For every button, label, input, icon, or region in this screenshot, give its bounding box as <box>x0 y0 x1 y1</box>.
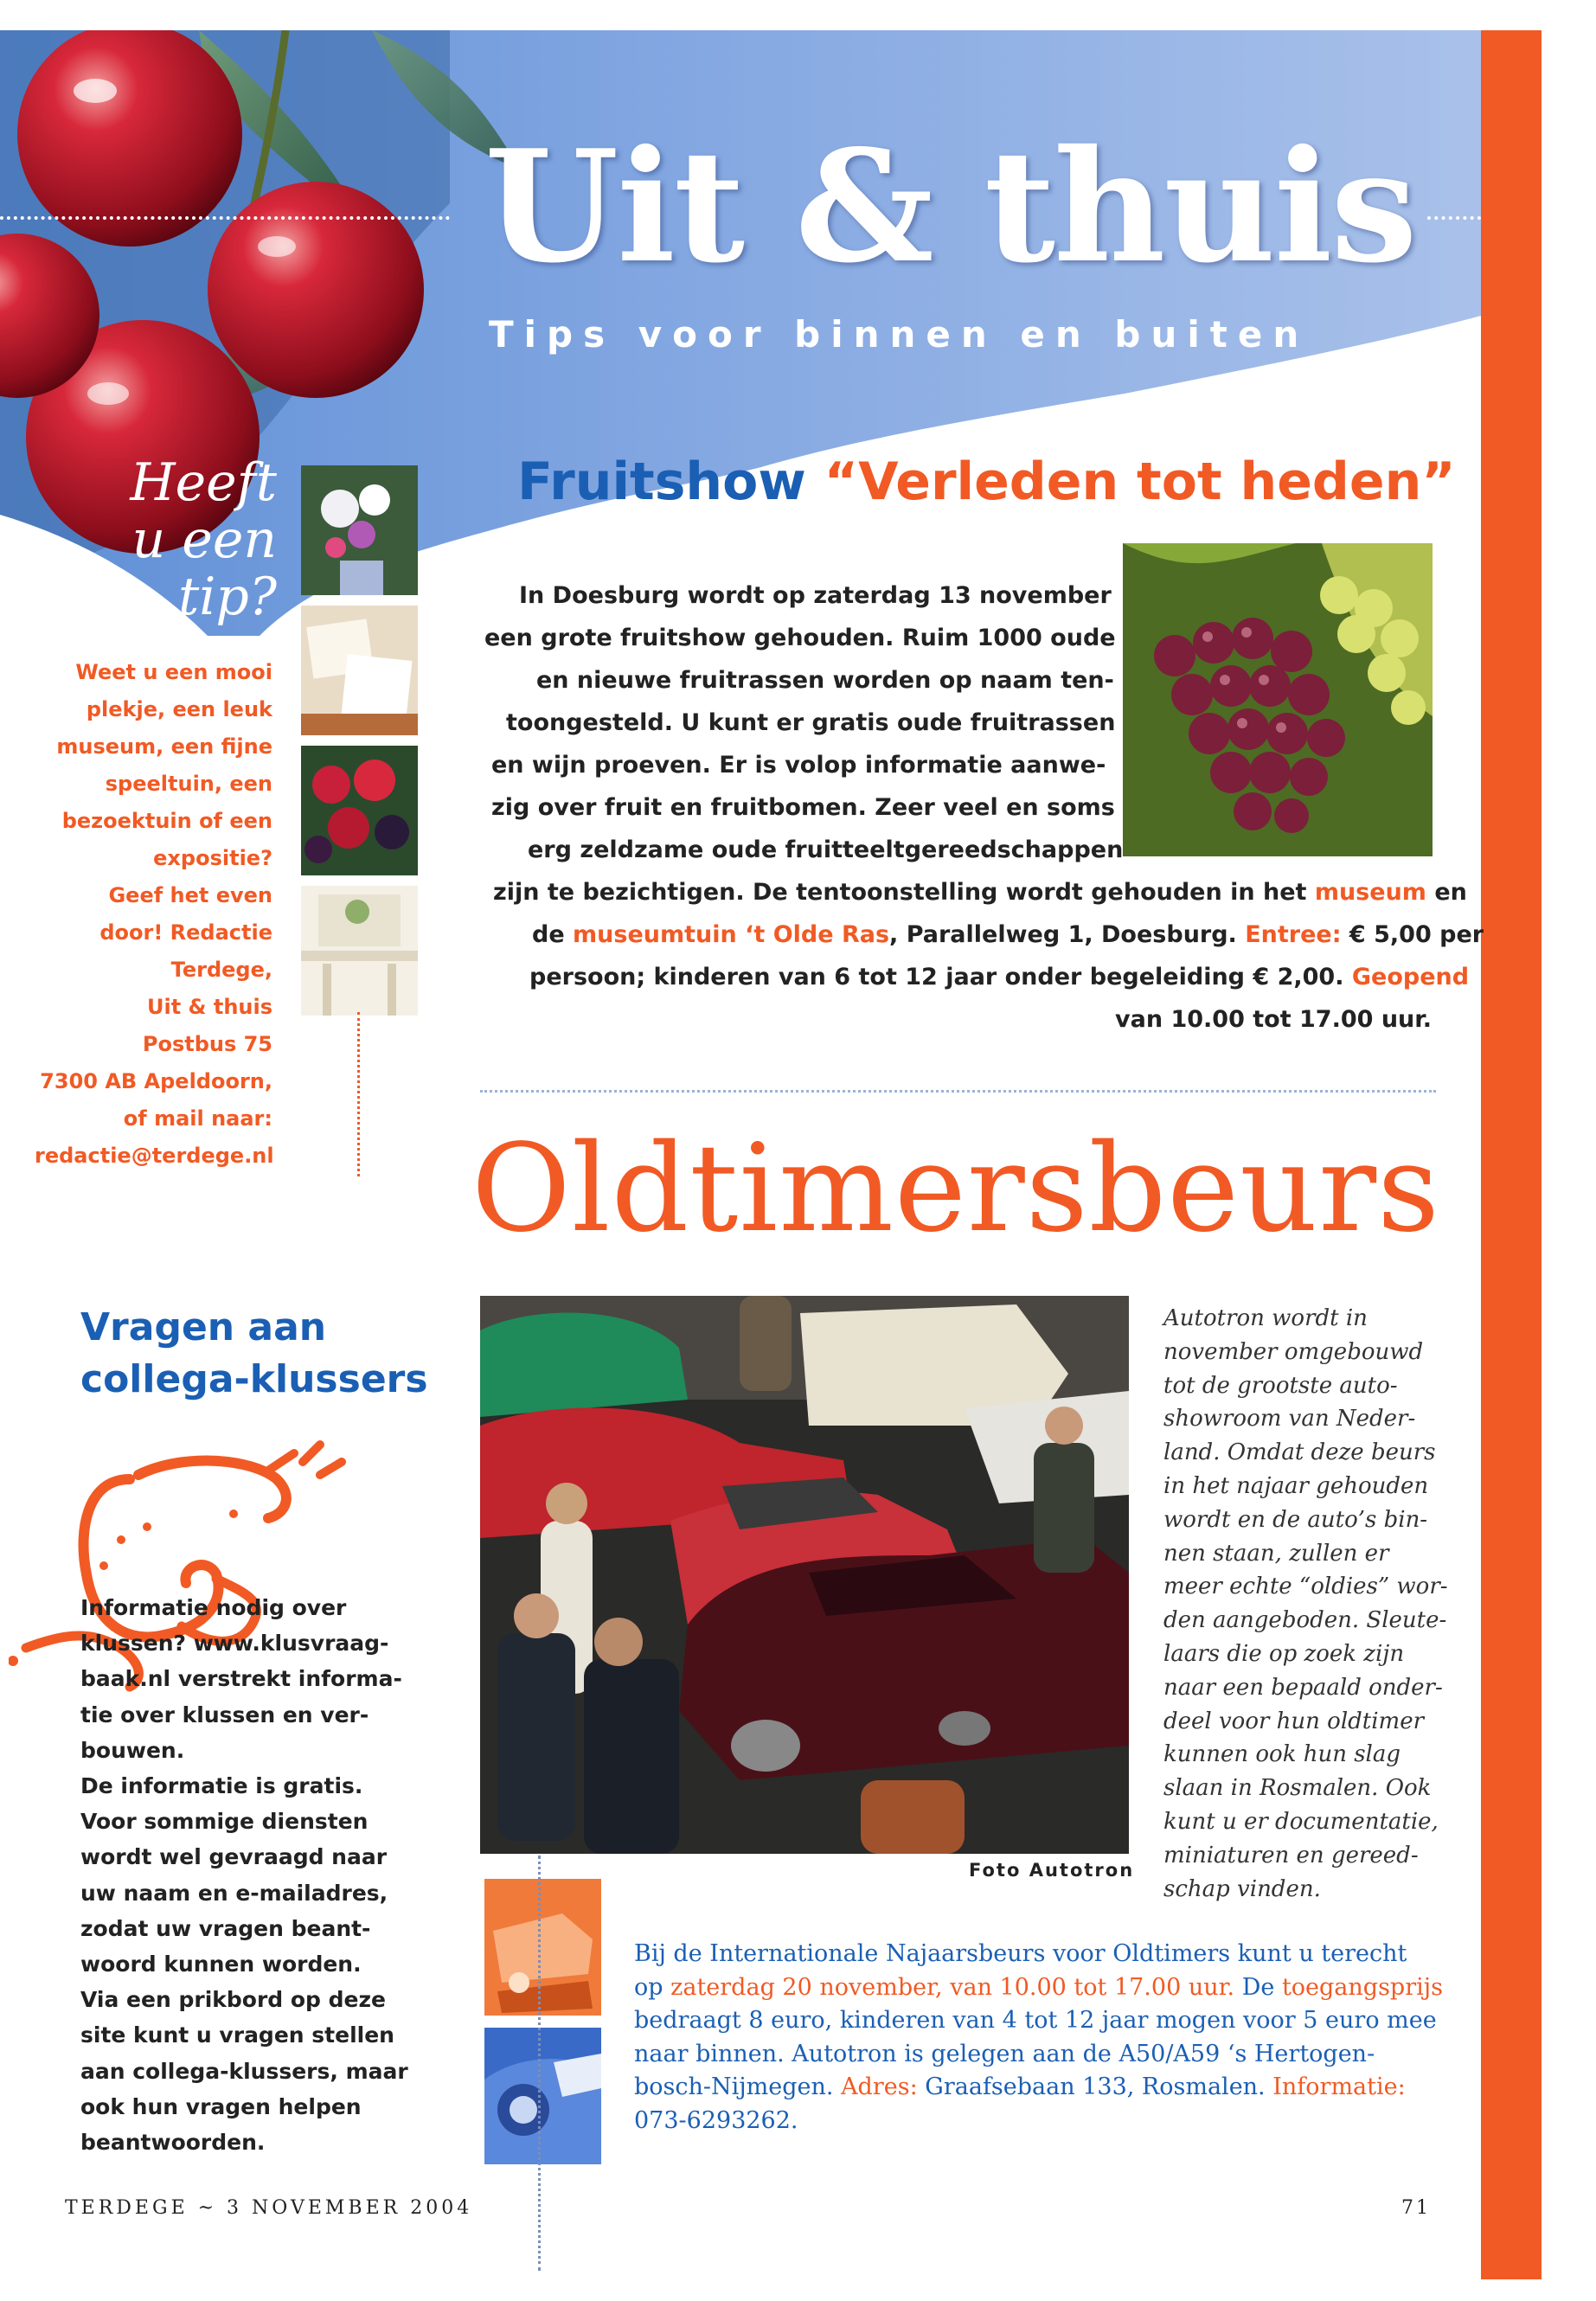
highlight: zaterdag 20 november, van 10.00 tot 17.00 uur. <box>670 1973 1235 2001</box>
orange-side-bar <box>1481 30 1542 2279</box>
info-line <box>634 1938 1439 1971</box>
text: een grote fruitshow gehouden. Ruim 1000 oude <box>484 625 1116 651</box>
side-line: Autotron wordt in <box>1163 1305 1368 1331</box>
page-title: Uit & thuis <box>484 116 1416 297</box>
footer-publication: TERDEGE ~ 3 NOVEMBER 2004 <box>65 2197 473 2219</box>
text: € 5,00 per <box>1341 921 1484 948</box>
text: zijn te bezichtigen. De tentoonstelling wordt gehouden in het <box>493 879 1315 906</box>
text: De <box>1234 1973 1282 2001</box>
vragen-body <box>80 1590 426 2160</box>
body-line: Voor sommige diensten <box>80 1809 369 1835</box>
photo-caption: Foto Autotron <box>969 1860 1135 1881</box>
berries-photo <box>301 746 418 875</box>
body-line: woord kunnen worden. <box>80 1952 362 1977</box>
side-line: land. Omdat deze beurs <box>1163 1439 1436 1466</box>
vragen-title <box>80 1302 444 1406</box>
body-line: Via een prikbord op deze <box>80 1987 387 2013</box>
article-line <box>519 574 1436 617</box>
text: Graafsebaan 133, Rosmalen. <box>917 2073 1273 2100</box>
body-line: wordt wel gevraagd naar <box>80 1844 388 1870</box>
vragen-title-line: collega-klussers <box>80 1357 428 1401</box>
info-line <box>634 1971 1443 2005</box>
side-line: kunnen ook hun slag <box>1163 1741 1401 1768</box>
highlight: Geopend <box>1351 964 1470 990</box>
text: van 10.00 tot 17.00 uur. <box>1115 1006 1432 1033</box>
side-line: tot de grootste auto- <box>1163 1372 1398 1399</box>
article-line <box>484 998 1436 1041</box>
tip-line: Terdege, <box>170 958 272 982</box>
tip-line: Weet u een mooi <box>75 660 272 684</box>
text: bedraagt 8 euro, kinderen van 4 tot 12 jaar mogen voor 5 euro mee <box>634 2007 1437 2034</box>
info-line <box>634 2004 1439 2038</box>
info-line <box>634 2105 1439 2138</box>
article-line <box>484 617 1436 659</box>
tip-dotted-divider <box>357 1012 360 1176</box>
vragen-title-line: Vragen aan <box>80 1305 327 1349</box>
oldtimers-dotted-divider <box>538 1856 541 2271</box>
oldtimers-info <box>634 1938 1443 2138</box>
highlight: toegangsprijs <box>1281 1973 1443 2001</box>
side-line: wordt en de auto’s bin- <box>1163 1506 1428 1533</box>
article-line <box>529 956 1470 998</box>
side-line: november omgebouwd <box>1163 1338 1424 1365</box>
body-line: De informatie is gratis. <box>80 1773 363 1799</box>
side-line: in het najaar gehouden <box>1163 1472 1429 1499</box>
dotted-rule-left <box>0 216 450 220</box>
text: bosch-Nijmegen. <box>634 2073 842 2100</box>
article-line <box>493 871 1467 913</box>
cards-photo <box>301 606 418 735</box>
flower-photo <box>301 465 418 595</box>
side-line: laars die op zoek zijn <box>1163 1640 1405 1667</box>
fruitshow-headline <box>517 452 1477 512</box>
text: persoon; kinderen van 6 tot 12 jaar onder begeleiding € 2,00. <box>529 964 1352 990</box>
tip-line: plekje, een leuk <box>86 697 272 721</box>
tip-heading <box>104 454 277 625</box>
page-number: 71 <box>1401 2197 1431 2219</box>
tip-line: Uit & thuis <box>147 995 272 1019</box>
text: zig over fruit en fruitbomen. Zeer veel en soms <box>491 794 1115 821</box>
body-line: aan collega-klussers, maar <box>80 2058 408 2084</box>
info-line <box>634 2071 1439 2105</box>
page-subtitle: Tips voor binnen en buiten <box>489 313 1310 356</box>
text: 073-6293262. <box>634 2106 798 2134</box>
side-line: schap vinden. <box>1163 1875 1321 1902</box>
section-divider <box>480 1090 1436 1093</box>
body-line: tie over klussen en ver- <box>80 1702 369 1727</box>
text: , Parallelweg 1, Doesburg. <box>889 921 1246 948</box>
tip-heading-line: Heeft <box>130 452 277 513</box>
article-line <box>491 786 1436 829</box>
headline-part-1: Fruitshow <box>517 452 806 512</box>
tip-heading-line: u een <box>131 510 277 570</box>
thumbnail-strip <box>301 465 418 1012</box>
tip-line: door! Redactie <box>99 920 272 945</box>
tip-line: Geef het even <box>108 883 272 907</box>
body-line: zodat uw vragen beant- <box>80 1915 371 1941</box>
car-show-photo <box>480 1296 1129 1854</box>
side-line: den aangeboden. Sleute- <box>1163 1607 1447 1634</box>
fruitshow-article <box>484 574 1484 1041</box>
highlight: museumtuin ‘t Olde Ras <box>573 921 890 948</box>
side-line: showroom van Neder- <box>1163 1406 1416 1433</box>
body-line: uw naam en e-mailadres, <box>80 1880 388 1906</box>
side-line: naar een bepaald onder- <box>1163 1674 1443 1701</box>
text: toongesteld. U kunt er gratis oude fruitrassen <box>506 709 1116 736</box>
article-line <box>528 829 1436 871</box>
tip-line: speeltuin, een <box>105 772 272 796</box>
body-line: baak.nl verstrekt informa- <box>80 1666 402 1692</box>
side-line: meer echte “oldies” wor- <box>1163 1574 1448 1600</box>
text: en <box>1426 879 1467 906</box>
mini-photo-strip <box>484 1879 601 2164</box>
text: en wijn proeven. Er is volop informatie aanwe- <box>491 752 1106 779</box>
headline-part-2: “Verleden tot heden” <box>824 452 1456 512</box>
article-line <box>532 913 1484 956</box>
orange-car-thumbnail <box>484 1879 601 2016</box>
body-line: beantwoorden. <box>80 2130 266 2156</box>
blue-car-thumbnail <box>484 2028 601 2164</box>
highlight: Adres: <box>841 2073 918 2100</box>
side-line: slaan in Rosmalen. Ook <box>1163 1775 1432 1802</box>
side-line: miniaturen en gereed- <box>1163 1842 1419 1868</box>
tip-text <box>35 654 272 1175</box>
side-line: kunt u er documentatie, <box>1163 1808 1439 1835</box>
text: en nieuwe fruitrassen worden op naam ten- <box>536 667 1114 694</box>
body-line: ook hun vragen helpen <box>80 2093 362 2119</box>
side-line: deel voor hun oldtimer <box>1163 1708 1425 1734</box>
text: naar binnen. Autotron is gelegen aan de A50/A59 ‘s Hertogen- <box>634 2040 1375 2067</box>
interior-photo <box>301 886 418 1016</box>
side-line: nen staan, zullen er <box>1163 1540 1389 1567</box>
article-line <box>506 702 1436 744</box>
tip-line: bezoektuin of een <box>61 809 272 833</box>
text: Bij de Internationale Najaarsbeurs voor Oldtimers kunt u terecht <box>634 1940 1407 1967</box>
article-line <box>491 744 1436 786</box>
highlight: Entree: <box>1245 921 1342 948</box>
tip-email-link[interactable]: redactie@terdege.nl <box>35 1144 274 1168</box>
info-line <box>634 2038 1439 2072</box>
text: In Doesburg wordt op zaterdag 13 november <box>519 582 1112 609</box>
body-line: site kunt u vragen stellen <box>80 2022 394 2048</box>
text: op <box>634 1973 671 2001</box>
body-line: bouwen. <box>80 1737 185 1763</box>
body-line: klussen? www.klusvraag- <box>80 1631 389 1657</box>
oldtimers-title: Oldtimersbeurs <box>471 1118 1440 1259</box>
oldtimers-side-text <box>1163 1302 1466 1906</box>
highlight: museum <box>1314 879 1426 906</box>
text: de <box>532 921 574 948</box>
tip-heading-line: tip? <box>178 567 277 627</box>
tip-line: of mail naar: <box>123 1106 272 1131</box>
body-line: Informatie nodig over <box>80 1595 347 1620</box>
text: erg zeldzame oude fruitteeltgereedschappen <box>528 836 1124 863</box>
tip-line: expositie? <box>153 846 272 870</box>
article-line <box>536 659 1436 702</box>
tip-line: museum, een fijne <box>56 734 272 759</box>
highlight: Informatie: <box>1272 2073 1406 2100</box>
tip-line: 7300 AB Apeldoorn, <box>40 1069 272 1093</box>
tip-line: Postbus 75 <box>142 1032 272 1056</box>
